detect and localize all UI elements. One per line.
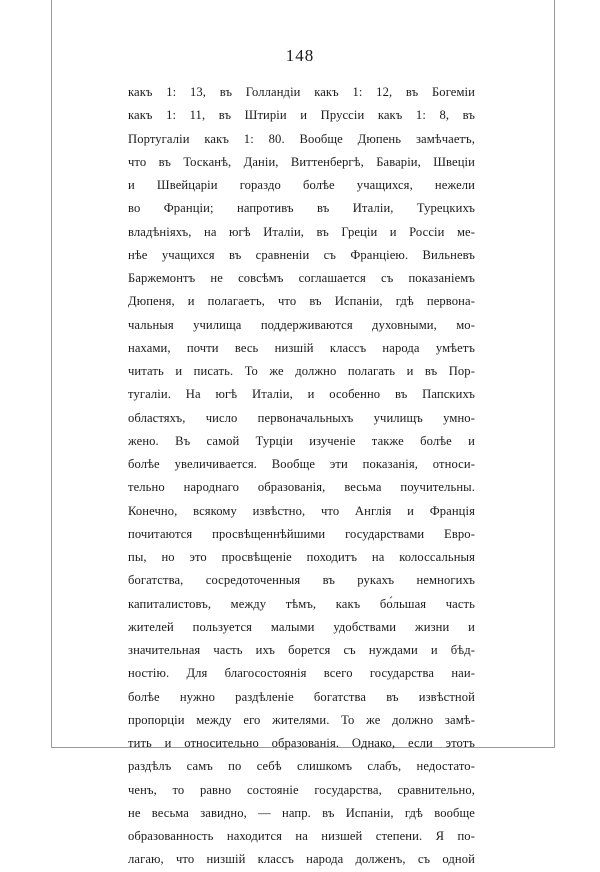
text-line-12: нахами, почти весь низшій классъ народа умѣетъ <box>128 340 475 355</box>
text-line-27: болѣе нужно раздѣленіе богатства въ извѣстной <box>128 689 475 704</box>
text-line-18: тельно народнаго образованія, весьма поучительны. <box>128 480 475 495</box>
text-line-13: читать и писать. То же должно полагать и въ Пор- <box>128 364 475 378</box>
text-line-24: жителей пользуется малыми удобствами жизни и <box>128 619 475 634</box>
text-line-15: областяхъ, число первоначальныхъ училищъ умно- <box>128 410 475 425</box>
text-line-11: чальныя училища поддерживаются духовными, мо- <box>128 317 475 332</box>
text-line-23: капиталистовъ, между тѣмъ, какъ бо́льшая часть <box>128 596 475 611</box>
text-line-7: владѣніяхъ, на югѣ Италіи, въ Греціи и Россіи ме- <box>128 224 475 239</box>
text-line-8: нѣе учащихся въ сравненіи съ Франціею. Вильневъ <box>128 247 475 262</box>
text-line-6: во Франціи; напротивъ въ Италіи, Турецкихъ <box>128 201 475 216</box>
text-line-33: образованность находится на низшей степени. Я по- <box>128 829 475 843</box>
text-line-3: Португаліи какъ 1: 80. Вообще Дюпень замѣчаетъ, <box>128 131 475 146</box>
text-line-32: не весьма завидно, — напр. въ Испаніи, гдѣ вообще <box>128 805 475 820</box>
text-line-30: раздѣлъ самъ по себѣ слишкомъ слабъ, недостато- <box>128 759 475 774</box>
text-line-25: значительная часть ихъ борется съ нуждами и бѣд- <box>128 643 475 657</box>
text-line-9: Баржемонтъ не совсѣмъ соглашается съ показаніемъ <box>128 271 475 285</box>
text-body <box>128 81 475 872</box>
text-line-19: Конечно, всякому извѣстно, что Англія и Франція <box>128 503 475 518</box>
text-line-10: Дюпеня, и полагаетъ, что въ Испаніи, гдѣ первона- <box>128 294 475 309</box>
text-line-14: тугаліи. На югѣ Италіи, и особенно въ Папскихъ <box>128 387 475 402</box>
text-line-2: какъ 1: 11, въ Штиріи и Пруссіи какъ 1: 8, въ <box>128 108 475 123</box>
text-line-4: что въ Тосканѣ, Даніи, Виттенбергѣ, Баваріи, Швеціи <box>128 154 475 169</box>
text-line-26: ностію. Для благосостоянія всего государства наи- <box>128 666 475 681</box>
text-line-29: тить и относительно образованія. Однако, если этотъ <box>128 736 475 750</box>
text-line-21: пы, но это просвѣщеніе походитъ на колоссальныя <box>128 550 475 564</box>
text-line-17: болѣе увеличивается. Вообще эти показанія, относи- <box>128 457 475 471</box>
text-line-16: жено. Въ самой Турціи изученіе также болѣе и <box>128 433 475 448</box>
text-line-28: пропорціи между его жителями. То же должно замѣ- <box>128 712 475 727</box>
text-line-20: почитаются просвѣщеннѣйшими государствами Евро- <box>128 526 475 541</box>
text-line-34: лагаю, что низшій классъ народа долженъ, съ одной <box>128 852 475 867</box>
text-line-31: ченъ, то равно состояніе государства, сравнительно, <box>128 782 475 797</box>
text-line-5: и Швейцаріи гораздо болѣе учащихся, нежели <box>128 178 475 192</box>
page-number: 148 <box>285 46 315 65</box>
text-line-1: какъ 1: 13, въ Голландіи какъ 1: 12, въ Богеміи <box>128 85 475 99</box>
text-line-22: богатства, сосредоточенныя въ рукахъ немногихъ <box>128 573 475 588</box>
